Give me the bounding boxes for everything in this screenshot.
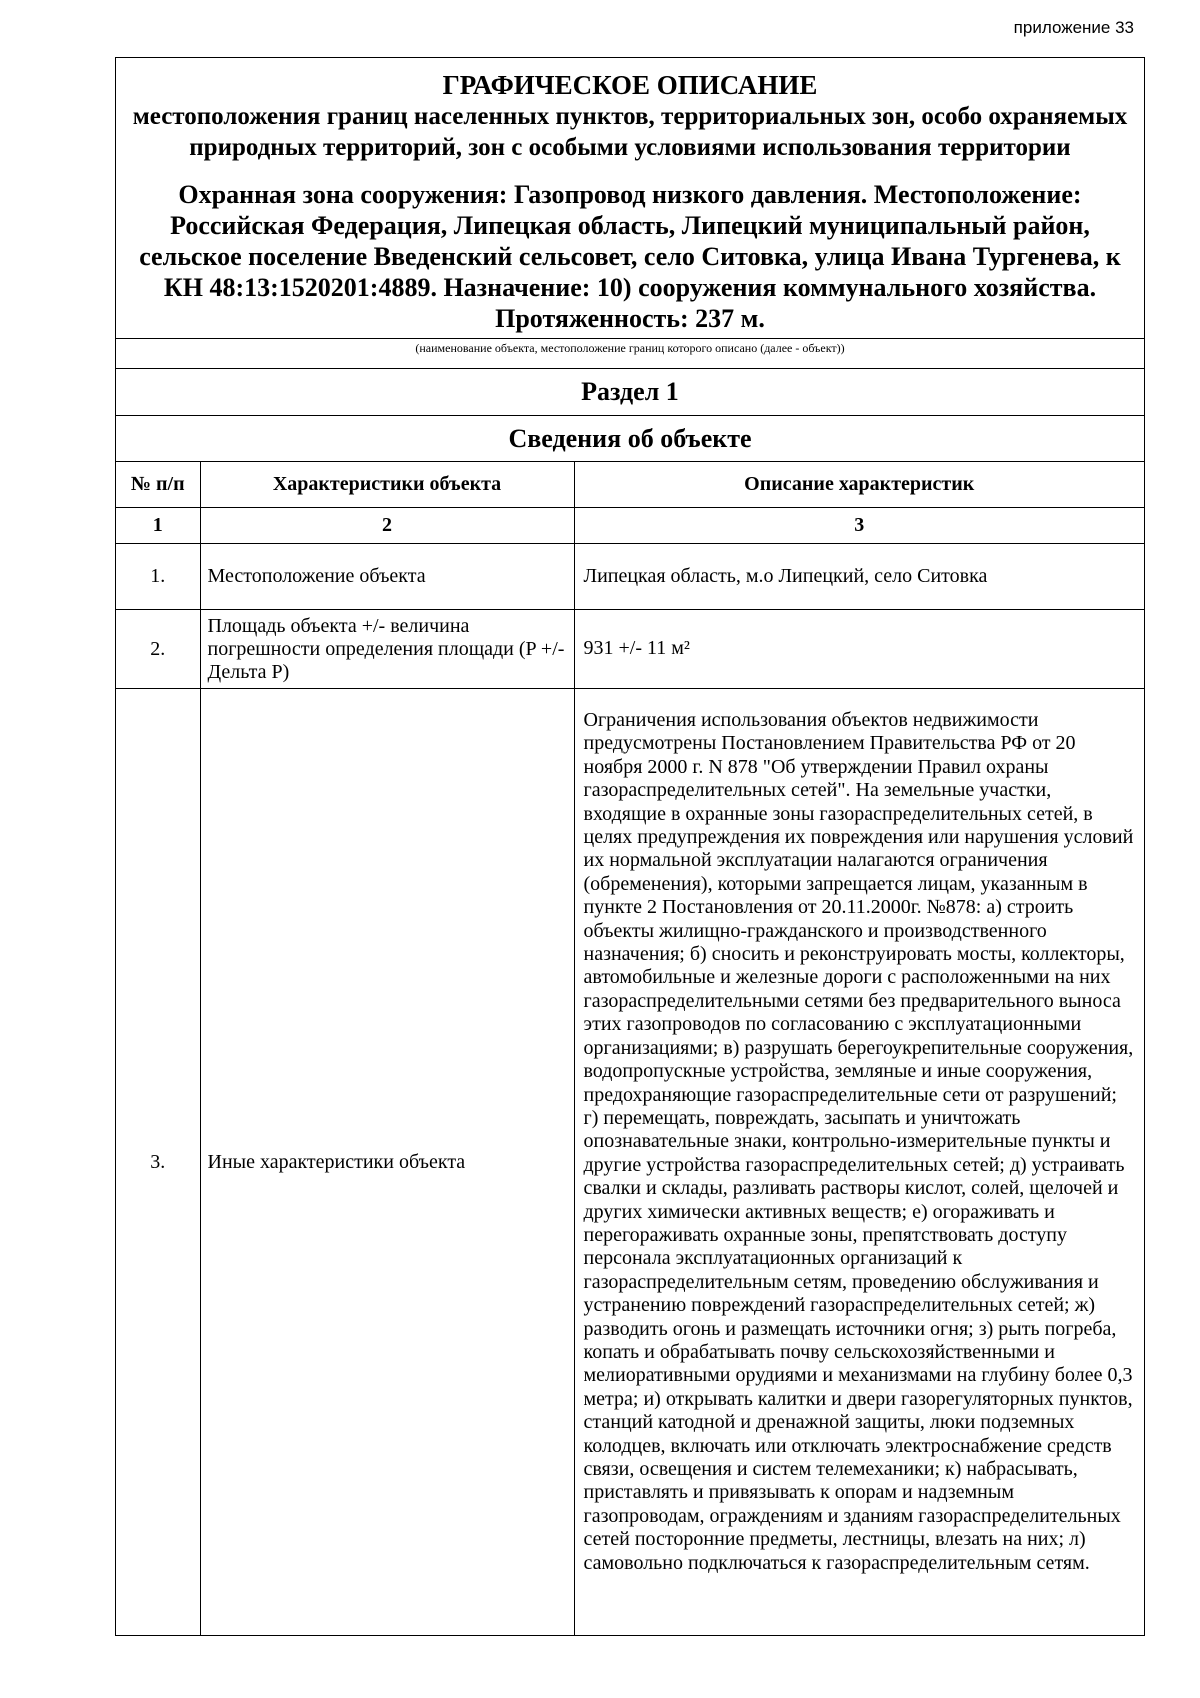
document-subtitle: местоположения границ населенных пунктов, территориальных зон, особо охраняемых природных территорий, зон с особыми условиями использования территории bbox=[132, 103, 1128, 161]
object-name: Охранная зона сооружения: Газопровод низкого давления. Местоположение: Российская Федерация, Липецкая область, Липецкий муниципальный район, сельское поселение Введенский сельсовет, село Ситовка, улица Ивана Тургенева, к КН 48:13:1520201:4889. Назначение: 10) сооружения коммунального хозяйства. Протяженность: 237 м. bbox=[139, 180, 1121, 333]
table-header-row bbox=[116, 462, 1144, 508]
header-description: Описание характеристик bbox=[574, 462, 1144, 508]
document-frame bbox=[115, 57, 1145, 1636]
header-characteristic: Характеристики объекта bbox=[200, 462, 574, 508]
characteristics-table bbox=[116, 461, 1144, 1635]
table-row bbox=[116, 610, 1144, 689]
row-characteristic: Площадь объекта +/- величина погрешности определения площади (P +/- Дельта P) bbox=[200, 610, 574, 689]
row-number: 3. bbox=[116, 689, 200, 1636]
row-description: 931 +/- 11 м² bbox=[574, 610, 1144, 689]
row-description: Ограничения использования объектов недвижимости предусмотрены Постановлением Правительства РФ от 20 ноября 2000 г. N 878 "Об утверждении Правил охраны газораспределительных сетей". На земельные участки, входящие в охранные зоны газораспределительных сетей, в целях предупреждения их повреждения или нарушения условий их нормальной эксплуатации налагаются ограничения (обременения), которыми запрещается лицам, указанным в пункте 2 Постановления от 20.11.2000г. №878: а) строить объекты жилищно-гражданского и производственного назначения; б) сносить и реконструировать мосты, коллекторы, автомобильные и железные дороги с расположенными на них газораспределительными сетями без предварительного выноса этих газопроводов по согласованию с эксплуатационными организациями; в) разрушать берегоукрепительные сооружения, водопропускные устройства, земляные и иные сооружения, предохраняющие газораспределительные сети от разрушений; г) перемещать, повреждать, засыпать и уничтожать опознавательные знаки, контрольно-измерительные пункты и другие устройства газораспределительных сетей; д) устраивать свалки и склады, разливать растворы кислот, солей, щелочей и других химически активных веществ; е) огораживать и перегораживать охранные зоны, препятствовать доступу персонала эксплуатационных организаций к газораспределительным сетям, проведению обслуживания и устранению повреждений газораспределительных сетей; ж) разводить огонь и размещать источники огня; з) рыть погреба, копать и обрабатывать почву сельскохозяйственными и мелиоративными орудиями и механизмами на глубину более 0,3 метра; и) открывать калитки и двери газорегуляторных пунктов, станций катодной и дренажной защиты, люки подземных колодцев, включать или отключать электроснабжение средств связи, освещения и систем телемеханики; к) набрасывать, приставлять и привязывать к опорам и надземным газопроводам, ограждениям и зданиям газораспределительных сетей посторонние предметы, лестницы, влезать на них; л) самовольно подключаться к газораспределительным сетям. bbox=[574, 689, 1144, 1636]
column-number-row bbox=[116, 508, 1144, 544]
table-row bbox=[116, 689, 1144, 1636]
row-description: Липецкая область, м.о Липецкий, село Ситовка bbox=[574, 544, 1144, 610]
column-number: 2 bbox=[200, 508, 574, 544]
header-number: № п/п bbox=[116, 462, 200, 508]
column-number: 3 bbox=[574, 508, 1144, 544]
row-characteristic: Иные характеристики объекта bbox=[200, 689, 574, 1636]
column-number: 1 bbox=[116, 508, 200, 544]
row-number: 1. bbox=[116, 544, 200, 610]
document-title: ГРАФИЧЕСКОЕ ОПИСАНИЕ bbox=[442, 70, 818, 100]
appendix-label: приложение 33 bbox=[1013, 18, 1134, 37]
section-subtitle: Сведения об объекте bbox=[116, 415, 1144, 461]
section-title: Раздел 1 bbox=[116, 368, 1144, 415]
row-number: 2. bbox=[116, 610, 200, 689]
table-row bbox=[116, 544, 1144, 610]
object-caption: (наименование объекта, местоположение границ которого описано (далее - объект)) bbox=[116, 338, 1144, 368]
document-header bbox=[116, 58, 1144, 338]
row-characteristic: Местоположение объекта bbox=[200, 544, 574, 610]
